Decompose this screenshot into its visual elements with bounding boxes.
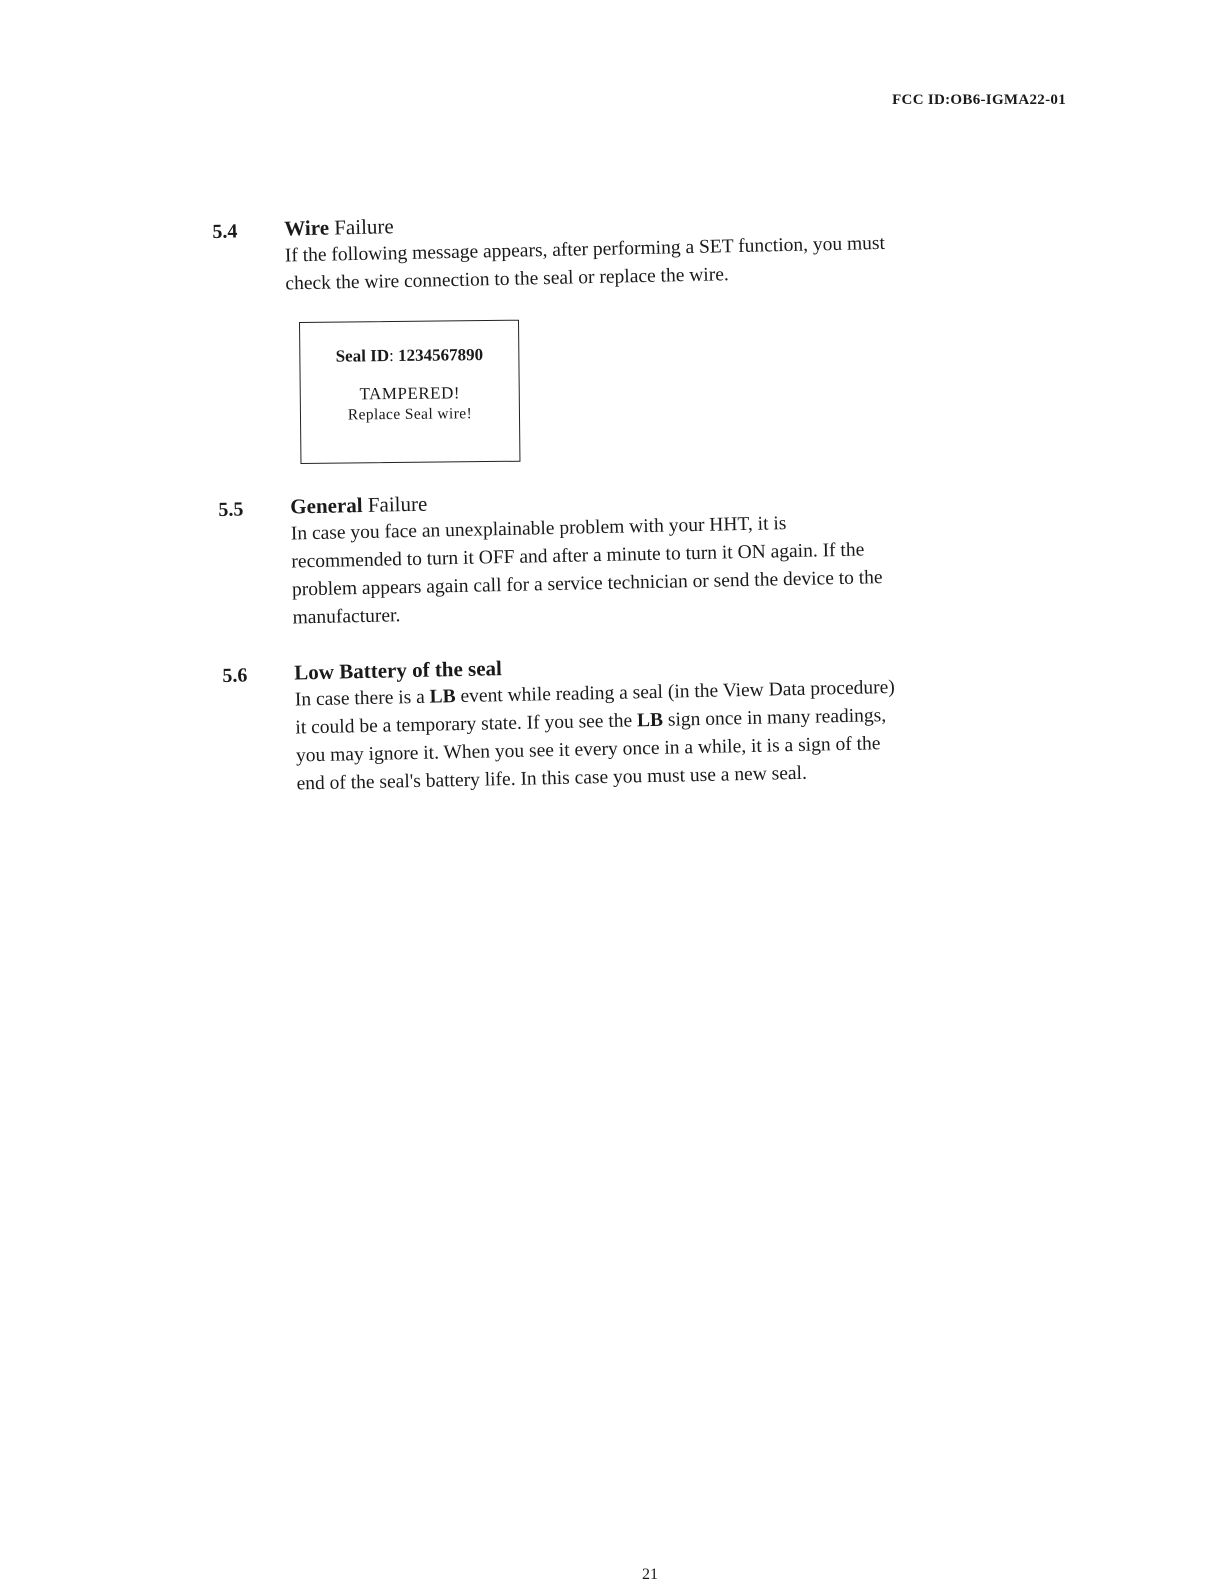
replace-message: Replace Seal wire! bbox=[347, 405, 473, 424]
section-number: 5.6 bbox=[222, 664, 248, 687]
section-text bbox=[291, 505, 1053, 633]
text-line: In case you face an unexplainable problem with your HHT, it is bbox=[290, 513, 787, 545]
tampered-status: TAMPERED! bbox=[359, 383, 461, 404]
section-text bbox=[295, 671, 1057, 799]
text-line: check the wire connection to the seal or replace the wire. bbox=[285, 264, 729, 295]
seal-id-line: Seal ID: 1234567890 bbox=[335, 345, 484, 366]
section-title: Low Battery of the seal bbox=[294, 656, 503, 685]
section-number: 5.4 bbox=[212, 220, 238, 243]
page-number: 21 bbox=[642, 1566, 658, 1583]
section-title: General Failure bbox=[290, 491, 428, 519]
text-line: recommended to turn it OFF and after a minute to turn it ON again. If the bbox=[291, 539, 865, 573]
text-line: you may ignore it. When you see it every once in a while, it is a sign of the bbox=[295, 733, 881, 767]
text-line: problem appears again call for a service technician or send the device to the bbox=[291, 567, 883, 601]
text-line: In case there is a LB event while reading a seal (in the View Data procedure) bbox=[294, 676, 895, 711]
section-number: 5.5 bbox=[218, 498, 244, 521]
text-line: end of the seal's battery life. In this case you must use a new seal. bbox=[296, 762, 808, 795]
fcc-id: FCC ID:OB6-IGMA22-01 bbox=[892, 92, 1066, 108]
text-line: it could be a temporary state. If you see the LB sign once in many readings, bbox=[295, 705, 887, 739]
text-line: If the following message appears, after performing a SET function, you must bbox=[284, 232, 886, 267]
device-screen-message bbox=[299, 320, 520, 464]
section-title: Wire Failure bbox=[284, 214, 394, 241]
text-line: manufacturer. bbox=[292, 605, 401, 629]
